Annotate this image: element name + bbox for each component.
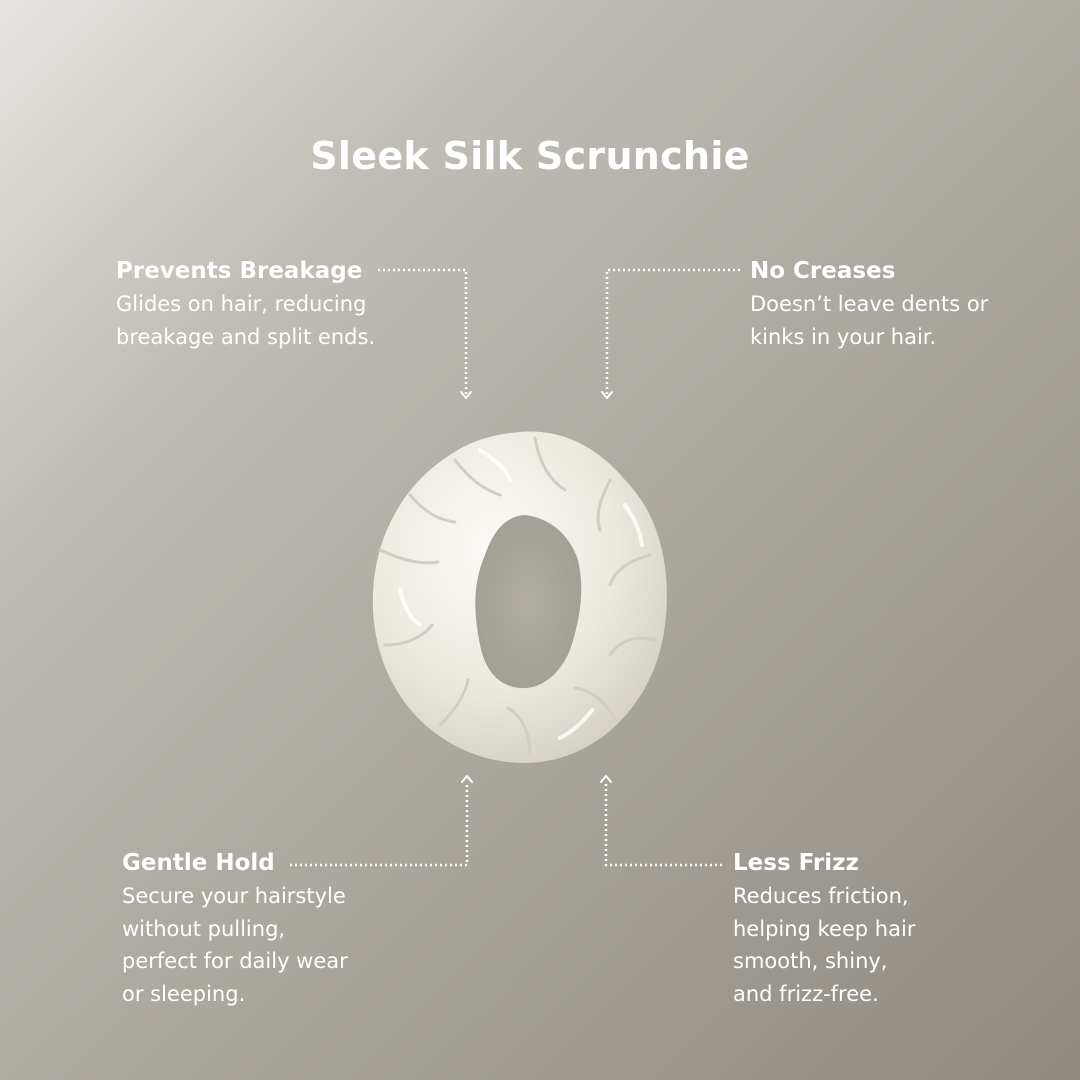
dotted-arrow-up-icon — [462, 776, 472, 782]
feature-description: Reduces friction, helping keep hair smooth, shiny, and frizz-free. — [733, 884, 916, 1006]
page-title: Sleek Silk Scrunchie — [310, 134, 750, 178]
feature-heading: No Creases — [750, 258, 896, 284]
dotted-arrow-up-icon — [601, 776, 611, 782]
connector-less-frizz — [606, 782, 722, 865]
scrunchie-image — [360, 420, 680, 770]
connector-gentle-hold — [290, 782, 467, 865]
connector-no-creases — [607, 270, 740, 394]
feature-heading: Gentle Hold — [122, 850, 275, 876]
feature-description: Glides on hair, reducing breakage and split ends. — [116, 292, 376, 349]
feature-heading: Prevents Breakage — [116, 258, 363, 284]
feature-heading: Less Frizz — [733, 850, 859, 876]
feature-description: Doesn’t leave dents or kinks in your hair. — [750, 292, 989, 349]
feature-description: Secure your hairstyle without pulling, perfect for daily wear or sleeping. — [122, 884, 348, 1006]
connector-prevents-breakage — [378, 270, 466, 394]
